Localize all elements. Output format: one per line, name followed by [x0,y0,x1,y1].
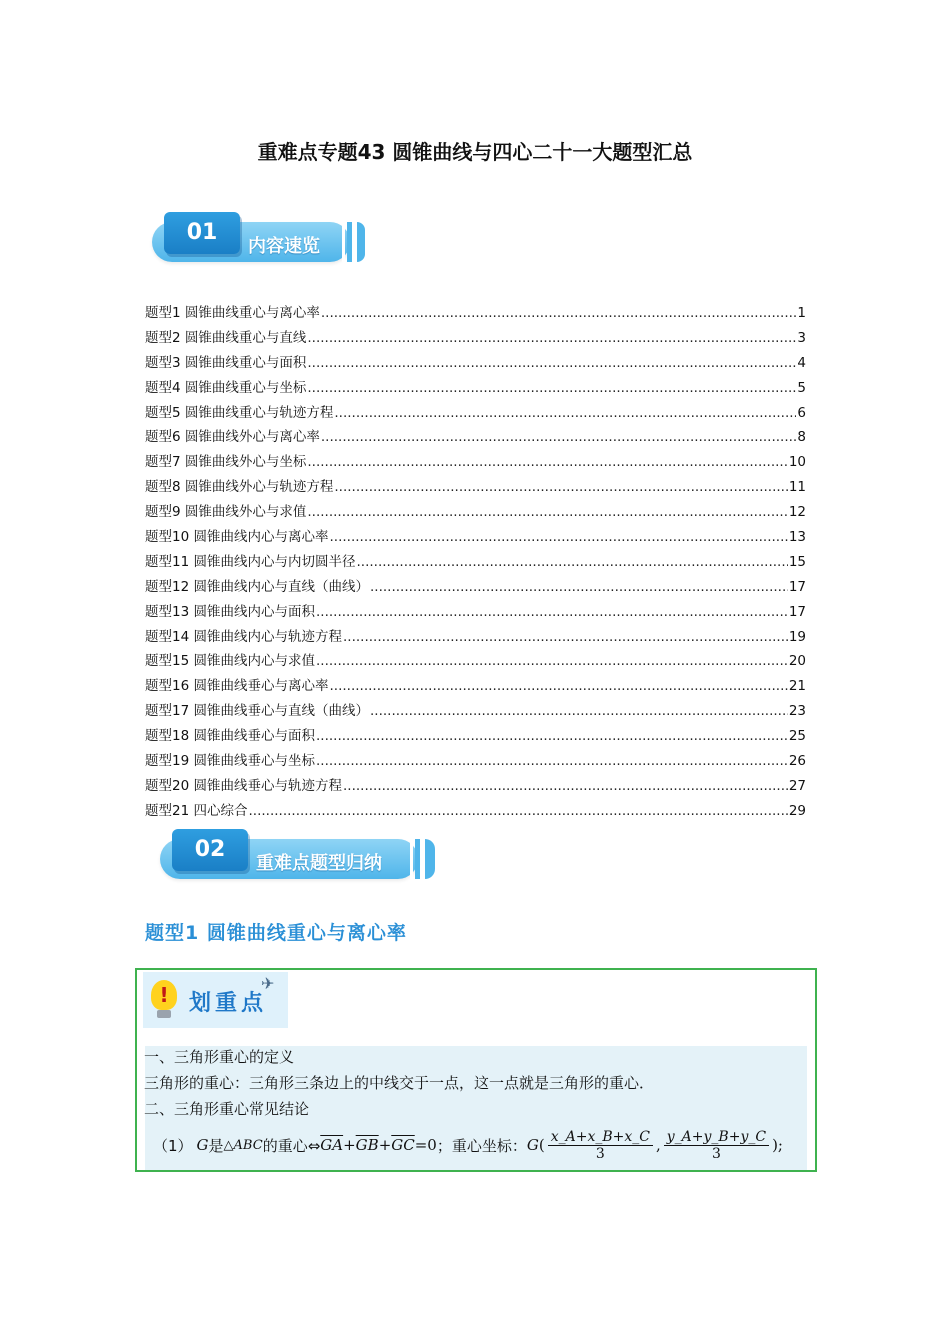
toc-entry-page: 23 [788,703,806,720]
toc-entry-title: 题型17 圆锥曲线垂心与直线（曲线） [145,703,369,720]
toc-entry[interactable] [145,649,806,674]
section-banner-01 [152,212,372,260]
toc-entry-title: 题型14 圆锥曲线内心与轨迹方程 [145,628,342,645]
toc-entry-page: 27 [788,777,806,794]
formula-triangle: △ABC [223,1137,263,1153]
toc-entry-title: 题型15 圆锥曲线内心与求值 [145,653,315,670]
section-number: 01 [164,212,240,254]
conclusion-heading: 二、三角形重心常见结论 [144,1100,310,1118]
vector-gb: $\overline{GB}$ [355,1136,379,1154]
toc-entry-page: 26 [788,753,806,770]
toc-entry-page: 19 [788,628,806,645]
fraction-y-denominator: 3 [711,1145,721,1162]
toc-leader-dots [307,330,796,346]
formula-zero: =0 [414,1136,437,1154]
toc-entry-page: 8 [797,429,806,446]
toc-entry[interactable] [145,799,806,824]
fraction-x-denominator: 3 [595,1145,605,1162]
coordinate-label: ；重心坐标： [436,1136,527,1155]
toc-entry-title: 题型16 圆锥曲线垂心与离心率 [145,678,329,695]
toc-entry-title: 题型10 圆锥曲线内心与离心率 [145,529,329,546]
toc-entry-page: 13 [788,529,806,546]
fraction-y-numerator: y_A+y_B+y_C [664,1129,769,1146]
toc-entry[interactable] [145,376,806,401]
fraction-x-numerator: x_A+x_B+x_C [548,1129,653,1146]
paper-plane-icon: ✈ [261,974,275,993]
toc-entry[interactable] [145,475,806,500]
toc-entry-title: 题型3 圆锥曲线重心与面积 [145,354,307,371]
toc-entry-title: 题型12 圆锥曲线内心与直线（曲线） [145,578,369,595]
toc-entry[interactable] [145,724,806,749]
section-label: 重难点题型归纳 [256,853,382,874]
toc-entry-page: 4 [797,354,806,371]
toc-entry-page: 21 [788,678,806,695]
toc-entry-title: 题型5 圆锥曲线重心与轨迹方程 [145,404,334,421]
toc-entry[interactable] [145,774,806,799]
lightbulb-base [157,1010,171,1018]
badge-label: 划重点 [189,991,268,1016]
toc-entry-title: 题型20 圆锥曲线垂心与轨迹方程 [145,777,342,794]
toc-leader-dots [343,629,788,645]
formula-g: G [196,1136,209,1154]
toc-leader-dots [307,355,796,371]
toc-entry-title: 题型18 圆锥曲线垂心与面积 [145,728,315,745]
toc-leader-dots [316,753,788,769]
formula-condition: 的重心⇔ [262,1136,321,1155]
toc-entry[interactable] [145,450,806,475]
vector-ga: $\overline{GA}$ [320,1136,344,1154]
fraction-x [548,1129,653,1162]
toc-entry[interactable] [145,674,806,699]
table-of-contents [145,301,806,824]
toc-entry[interactable] [145,425,806,450]
toc-entry-title: 题型4 圆锥曲线重心与坐标 [145,379,307,396]
toc-entry[interactable] [145,749,806,774]
toc-entry-page: 11 [788,479,806,496]
formula-is: 是 [208,1136,224,1155]
toc-entry[interactable] [145,625,806,650]
toc-leader-dots [316,728,788,744]
toc-leader-dots [316,604,788,620]
toc-entry-page: 5 [797,379,806,396]
toc-entry-page: 17 [788,603,806,620]
toc-leader-dots [307,454,787,470]
toc-leader-dots [334,405,796,421]
toc-leader-dots [307,380,796,396]
toc-entry[interactable] [145,326,806,351]
toc-entry-title: 题型2 圆锥曲线重心与直线 [145,329,307,346]
toc-entry-page: 17 [788,578,806,595]
toc-entry-title: 题型7 圆锥曲线外心与坐标 [145,454,307,471]
toc-entry[interactable] [145,401,806,426]
toc-entry-page: 12 [788,504,806,521]
page-title: 重难点专题43 圆锥曲线与四心二十一大题型汇总 [257,140,693,164]
toc-entry[interactable] [145,600,806,625]
formula-g2: G [526,1136,539,1154]
fraction-y [664,1129,769,1162]
toc-entry-page: 3 [797,329,806,346]
toc-leader-dots [321,305,797,321]
toc-leader-dots [316,653,788,669]
toc-entry-title: 题型6 圆锥曲线外心与离心率 [145,429,320,446]
toc-entry-title: 题型1 圆锥曲线重心与离心率 [145,305,320,321]
toc-entry-title: 题型13 圆锥曲线内心与面积 [145,603,315,620]
toc-entry-page: 1 [797,305,806,321]
vector-gc: $\overline{GC}$ [391,1136,415,1154]
toc-entry[interactable] [145,500,806,525]
toc-entry[interactable] [145,699,806,724]
toc-entry[interactable] [145,525,806,550]
toc-entry-page: 15 [788,553,806,570]
toc-leader-dots [329,529,787,545]
toc-leader-dots [329,678,787,694]
section-number: 02 [172,829,248,871]
toc-entry[interactable] [145,351,806,376]
section-label: 内容速览 [248,236,320,257]
toc-entry-page: 20 [788,653,806,670]
toc-leader-dots [343,778,788,794]
toc-entry[interactable] [145,301,806,326]
key-point-badge [143,972,288,1028]
toc-entry[interactable] [145,575,806,600]
toc-entry-title: 题型21 四心综合 [145,802,248,819]
toc-leader-dots [248,803,787,819]
toc-leader-dots [370,579,788,595]
toc-leader-dots [307,504,787,520]
definition-text: 三角形的重心：三角形三条边上的中线交于一点，这一点就是三角形的重心． [144,1074,655,1092]
toc-leader-dots [356,554,787,570]
toc-entry-page: 10 [788,454,806,471]
definition-heading: 一、三角形重心的定义 [144,1048,295,1066]
centroid-formula: （1） G 是 △ABC 的重心⇔ $\overline{GA}$ + $\overline{GB}$ + $\overline{GC}$ =0 ；重心坐标： G ( $\frac{x\_A+x\_B+x\_C}{3}$ , $\frac{y\_A+y\_B+y\_C}{3}$ ); [153,1128,783,1162]
section-banner-02 [160,829,440,877]
formula-prefix: （1） [153,1136,193,1155]
toc-entry-title: 题型9 圆锥曲线外心与求值 [145,504,307,521]
topic-heading: 题型1 圆锥曲线重心与离心率 [145,922,407,944]
toc-entry-page: 25 [788,728,806,745]
toc-entry-page: 6 [797,404,806,421]
toc-entry-title: 题型19 圆锥曲线垂心与坐标 [145,753,315,770]
toc-entry-title: 题型8 圆锥曲线外心与轨迹方程 [145,479,334,496]
toc-leader-dots [321,429,797,445]
toc-entry-title: 题型11 圆锥曲线内心与内切圆半径 [145,553,356,570]
toc-leader-dots [370,703,788,719]
lightbulb-icon: ! [151,980,177,1010]
toc-leader-dots [334,479,787,495]
toc-entry-page: 29 [788,802,806,819]
toc-entry[interactable] [145,550,806,575]
